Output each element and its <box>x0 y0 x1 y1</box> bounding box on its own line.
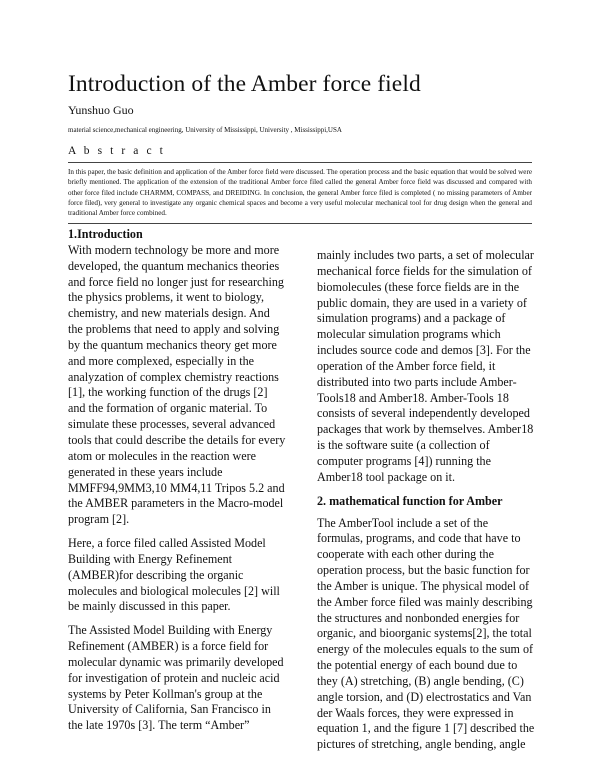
abstract-box <box>68 162 532 224</box>
intro-paragraph-3: The Assisted Model Building with Energy Refinement (AMBER) is a force field for molecular dynamic was primarily developed for investigation of protein and nucleic acid systems by Peter Kollman's group at the University of California, San Francisco in the late 1970s [3]. The term “Amber” <box>68 623 284 733</box>
paper-title: Introduction of the Amber force field <box>68 71 421 97</box>
intro-paragraph-1: With modern technology be more and more developed, the quantum mechanics theories and force field no longer just for researching the physics problems, it went to biology, chemistry, and new materials design. And the problems that need to apply and solving by the quantum mechanics theory get more and more complexed, especially in the analyzation of complex chemistry reactions [1], the working function of the drugs [2] and the formation of organic material. To simulate these processes, several advanced tools that could describe the details for every atom or molecules in the reaction were generated in these years include MMFF94,9MM3,10 MM4,11 Tripos 5.2 and the AMBER parameters in the Macro-model program [2]. <box>68 242 286 527</box>
intro-paragraph-2: Here, a force filed called Assisted Model Building with Energy Refinement (AMBER)for describing the organic molecules and biological molecules [2] will be mainly discussed in this paper. <box>68 536 280 614</box>
left-column <box>68 227 286 742</box>
abstract-text: In this paper, the basic definition and application of the Amber force field were discussed. The operation process and the basic equation that would be solved were briefly mentioned. The application of the extension of the traditional Amber force filed called the general Amber force field was discussed and compared with other force filed include CHARMM, COMPASS, and DREIDING. In conclusion, the general Amber force filed is completed ( no missing parameters of Amber force filed), very general to investigate any organic chemical spaces and become a very useful molecular mechanical tool for drug design when the general and traditional Amber force combined. <box>68 168 532 218</box>
abstract-heading: A b s t r a c t <box>68 145 166 157</box>
section-heading-introduction: 1.Introduction <box>68 227 143 241</box>
right-column <box>317 248 535 761</box>
author-affiliation: material science,mechanical engineering, University of Mississippi, University , Mississippi,USA <box>68 126 342 134</box>
section-heading-math-function: 2. mathematical function for Amber <box>317 493 503 508</box>
math-paragraph-1: The AmberTool include a set of the formulas, programs, and code that have to cooperate with each other during the operation process, but the basic function for the Amber is unique. The physical model of the Amber force filed was mainly describing the structures and nonbonded energies for organic, and bioorganic systems[2], the total energy of the molecules equals to the sum of the potential energy of each bound due to they (A) stretching, (B) angle bending, (C) angle torsion, and (D) electrostatics and Van der Waals forces, they were expressed in equation 1, and the figure 1 [7] described the pictures of stretching, angle bending, angle <box>317 515 535 752</box>
author-name: Yunshuo Guo <box>68 103 134 117</box>
intro-paragraph-4: mainly includes two parts, a set of molecular mechanical force fields for the simulation of biomolecules (these force fields are in the public domain, they are used in a variety of simulation programs) and a package of molecular simulation programs which includes source code and demos [3]. For the operation of the Amber force field, it distributed into two parts include Amber-Tools18 and Amber18. Amber-Tools 18 consists of several independently developed packages that work by themselves. Amber18 is the software suite (a collection of computer programs [4]) running the Amber18 tool package on it. <box>317 248 534 484</box>
